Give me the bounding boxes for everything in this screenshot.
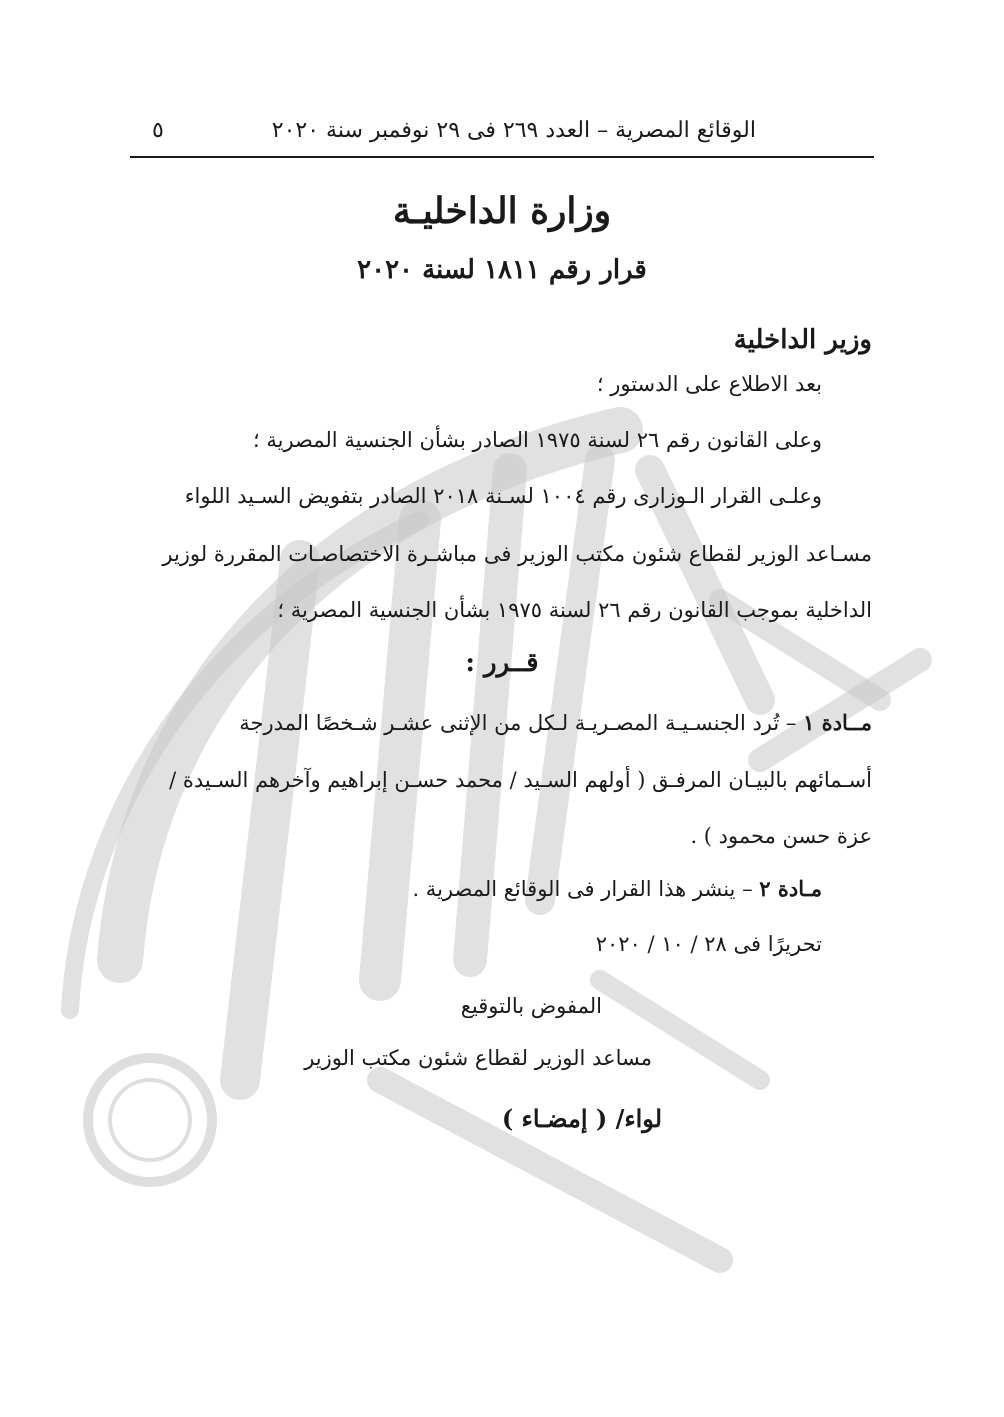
preamble-line: وعلى القانون رقم ٢٦ لسنة ١٩٧٥ الصادر بشأن الجنسية المصرية ؛ (253, 428, 822, 452)
article-1-label: مــادة ١ (803, 710, 872, 735)
article-2-line (412, 876, 822, 901)
minister-heading: وزير الداخلية (733, 325, 872, 355)
signature-name: لواء/ ( إمضـاء ) (501, 1104, 662, 1133)
article-1-line: أسـمائهم بالبيـان المرفـق ( أولهم السـيد / محمد حسـن إبراهيم وآخرهم السـيدة / (169, 768, 872, 792)
article-2-text: – ينشر هذا القرار فى الوقائع المصرية . (412, 877, 760, 901)
article-2-label: مـادة ٢ (759, 876, 822, 901)
preamble-line: الداخلية بموجب القانون رقم ٢٦ لسنة ١٩٧٥ بشأن الجنسية المصرية ؛ (277, 598, 872, 622)
decided-heading: قــرر : (465, 648, 539, 678)
signature-delegated: المفوض بالتوقيع (460, 994, 602, 1018)
header-divider (130, 156, 874, 158)
article-1-line: عزة حسن محمود ) . (690, 824, 872, 848)
ministry-title: وزارة الداخليـة (392, 190, 612, 232)
page-number: ٥ (152, 118, 164, 143)
preamble-line: وعلـى القرار الـوزارى رقم ١٠٠٤ لسـنة ٢٠١٨ الصادر بتفويض السـيد اللواء (184, 484, 822, 508)
running-header: الوقائع المصرية – العدد ٢٦٩ فى ٢٩ نوفمبر سنة ٢٠٢٠ (271, 118, 756, 143)
issue-date: تحريرًا فى ٢٨ / ١٠ / ٢٠٢٠ (595, 932, 822, 956)
preamble-line: بعد الاطلاع على الدستور ؛ (596, 372, 822, 396)
signature-title: مساعد الوزير لقطاع شئون مكتب الوزير (304, 1046, 652, 1070)
decree-title: قرار رقم ١٨١١ لسنة ٢٠٢٠ (357, 255, 647, 285)
article-1-text: – تُرد الجنسـيـة المصـريـة لـكل من الإثنى عشـر شـخصًا المدرجة (239, 711, 804, 735)
preamble-line: مسـاعد الوزير لقطاع شئون مكتب الوزير فى مباشـرة الاختصاصـات المقررة لوزير (162, 542, 872, 566)
article-1-line (239, 710, 872, 735)
